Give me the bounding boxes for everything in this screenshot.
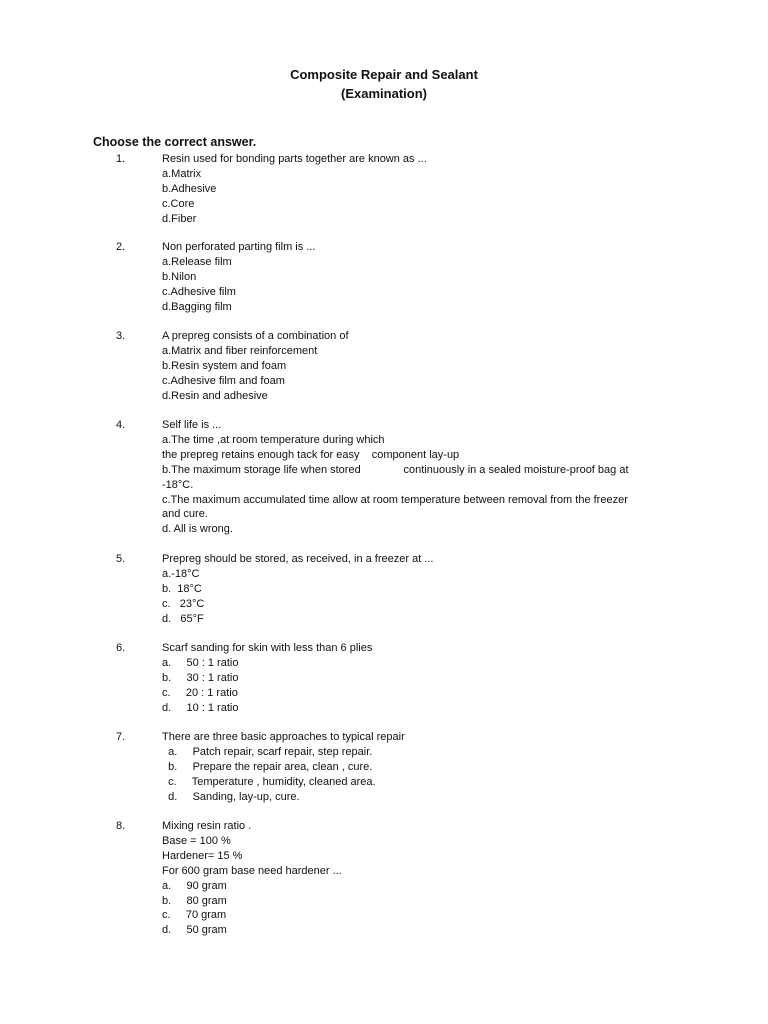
answer-option: a.Matrix and fiber reinforcement bbox=[162, 344, 318, 357]
question-number: 7. bbox=[116, 731, 126, 743]
document-title: Composite Repair and Sealant bbox=[290, 67, 478, 82]
answer-option: d. 10 : 1 ratio bbox=[162, 701, 239, 714]
answer-option: b. 18°C bbox=[162, 582, 202, 595]
answer-option: a. 90 gram bbox=[162, 879, 227, 892]
answer-option: c. 70 gram bbox=[162, 909, 227, 922]
question-number: 8. bbox=[116, 820, 126, 832]
answer-option: the prepreg retains enough tack for easy component lay-up bbox=[162, 448, 460, 461]
answer-option: b.Nilon bbox=[162, 270, 197, 283]
answer-option: Base = 100 % bbox=[162, 834, 231, 847]
question-text: Mixing resin ratio . bbox=[162, 820, 252, 832]
answer-option: and cure. bbox=[162, 508, 208, 521]
answer-option: b.The maximum storage life when stored continuously in a sealed moisture-proof bag at bbox=[162, 463, 629, 476]
answer-option: b. Prepare the repair area, clean , cure. bbox=[162, 760, 373, 773]
question-number: 6. bbox=[116, 642, 126, 654]
answer-option: a. Patch repair, scarf repair, step repair. bbox=[162, 745, 373, 758]
answer-option: -18°C. bbox=[162, 478, 194, 491]
answer-option: Hardener= 15 % bbox=[162, 849, 243, 862]
answer-option: c. 23°C bbox=[162, 597, 205, 610]
document-subtitle: (Examination) bbox=[341, 86, 427, 101]
question-number: 4. bbox=[116, 419, 126, 431]
answer-option: a. 50 : 1 ratio bbox=[162, 656, 239, 669]
answer-option: c. 20 : 1 ratio bbox=[162, 686, 238, 699]
answer-option: c. Temperature , humidity, cleaned area. bbox=[162, 775, 376, 788]
answer-option: c.Adhesive film bbox=[162, 285, 236, 298]
answer-option: b. 80 gram bbox=[162, 894, 227, 907]
instruction-heading: Choose the correct answer. bbox=[93, 135, 257, 149]
answer-option: d. 50 gram bbox=[162, 924, 227, 937]
answer-option: a.Matrix bbox=[162, 167, 202, 180]
question-number: 5. bbox=[116, 553, 126, 565]
answer-option: d. All is wrong. bbox=[162, 523, 233, 536]
answer-option: b. 30 : 1 ratio bbox=[162, 671, 239, 684]
question-number: 2. bbox=[116, 241, 126, 253]
answer-option: c.Adhesive film and foam bbox=[162, 374, 285, 387]
question-text: Scarf sanding for skin with less than 6 plies bbox=[162, 642, 373, 654]
answer-option: d. Sanding, lay-up, cure. bbox=[162, 790, 300, 803]
question-text: Resin used for bonding parts together are known as ... bbox=[162, 153, 427, 165]
question-text: Prepreg should be stored, as received, in a freezer at ... bbox=[162, 553, 434, 565]
answer-option: c.Core bbox=[162, 197, 195, 210]
answer-option: b.Adhesive bbox=[162, 182, 217, 195]
answer-option: d.Fiber bbox=[162, 212, 197, 225]
answer-option: d. 65°F bbox=[162, 612, 204, 625]
answer-option: a.-18°C bbox=[162, 567, 200, 580]
answer-option: c.The maximum accumulated time allow at room temperature between removal from the freezer bbox=[162, 493, 628, 506]
answer-option: a.The time ,at room temperature during which bbox=[162, 433, 385, 446]
question-number: 3. bbox=[116, 330, 126, 342]
answer-option: a.Release film bbox=[162, 255, 232, 268]
question-text: A prepreg consists of a combination of bbox=[162, 330, 349, 342]
question-text: There are three basic approaches to typical repair bbox=[162, 731, 405, 743]
answer-option: For 600 gram base need hardener ... bbox=[162, 864, 342, 877]
question-number: 1. bbox=[116, 153, 126, 165]
question-text: Non perforated parting film is ... bbox=[162, 241, 316, 253]
answer-option: d.Resin and adhesive bbox=[162, 389, 268, 402]
answer-option: b.Resin system and foam bbox=[162, 359, 287, 372]
answer-option: d.Bagging film bbox=[162, 300, 232, 313]
question-text: Self life is ... bbox=[162, 419, 222, 431]
